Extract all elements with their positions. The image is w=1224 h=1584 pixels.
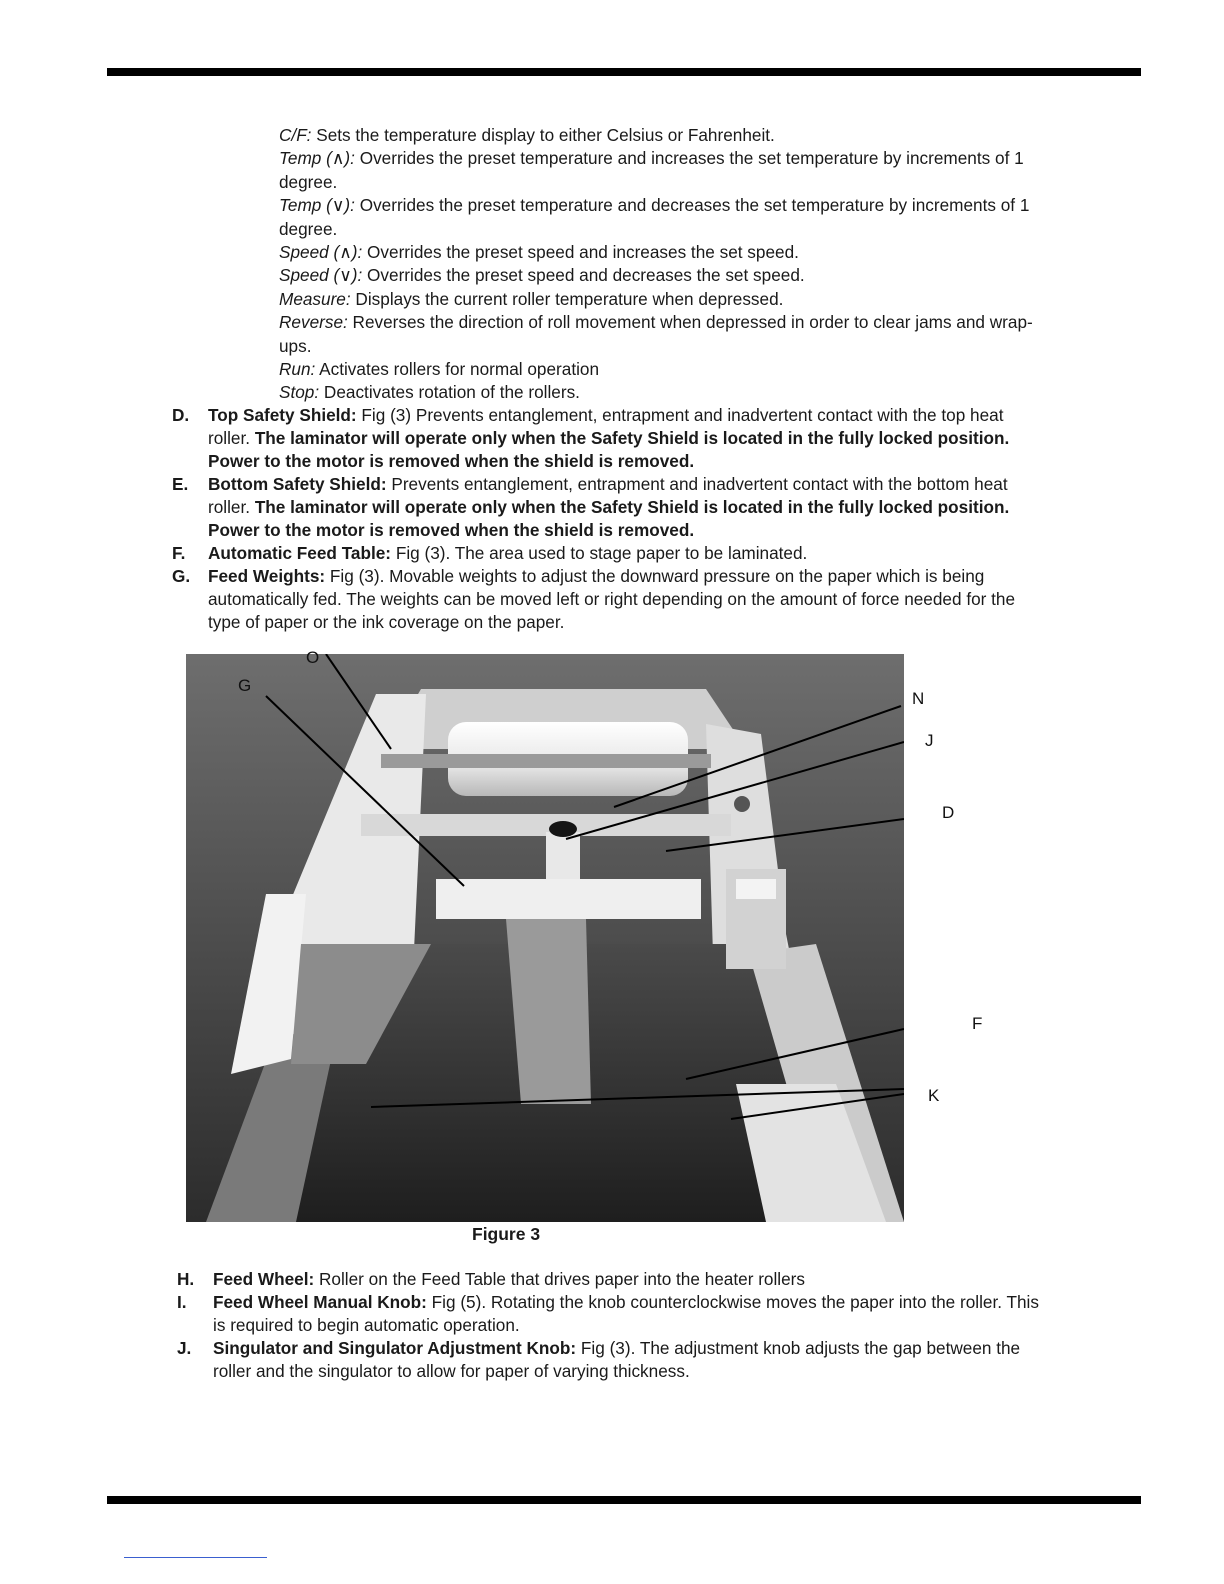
control-text: Overrides the preset temperature and decreases the set temperature by increments of 1 degree.	[279, 195, 1030, 239]
item-body	[208, 404, 1042, 473]
control-stop	[279, 381, 1059, 404]
control-text: Overrides the preset speed and increases the set speed.	[362, 242, 799, 263]
figure-label-n: N	[912, 689, 925, 708]
control-text: Overrides the preset speed and decreases the set speed.	[362, 265, 805, 286]
control-term: Measure:	[279, 288, 351, 309]
item-warning: The laminator will operate only when the Safety Shield is located in the fully locked position. Power to the motor is removed when the shield is removed.	[208, 497, 1010, 540]
item-label: Top Safety Shield:	[208, 405, 357, 425]
item-warning: The laminator will operate only when the Safety Shield is located in the fully locked position. Power to the motor is removed when the shield is removed.	[208, 428, 1010, 471]
list-item-d	[172, 404, 1042, 473]
control-text: Sets the temperature display to either Celsius or Fahrenheit.	[311, 125, 775, 145]
list-item-i	[177, 1291, 1047, 1337]
footer-link-underline[interactable]	[124, 1557, 267, 1558]
panel-display	[736, 879, 776, 899]
item-text: Fig (3). The area used to stage paper to be laminated.	[391, 543, 808, 563]
control-text: Overrides the preset temperature and increases the set temperature by increments of 1 degree.	[279, 148, 1024, 192]
top-rule	[107, 68, 1141, 76]
component-list-top	[172, 404, 1042, 634]
paper-guide	[506, 919, 591, 1104]
figure-label-o: O	[306, 648, 320, 667]
bottom-rule	[107, 1496, 1141, 1504]
list-item-j	[177, 1337, 1047, 1383]
control-term: Temp (∨):	[279, 195, 355, 216]
item-label: Feed Weights:	[208, 566, 326, 586]
control-text: Deactivates rotation of the rollers.	[319, 382, 580, 403]
panel-dial	[734, 796, 750, 812]
control-temp-up	[279, 147, 1059, 194]
item-body	[213, 1291, 1047, 1337]
item-text: Fig (3). Movable weights to adjust the downward pressure on the paper which is being automatically fed. The weights can be moved left or right depending on the amount of force needed for the type of paper or the ink coverage on the paper.	[208, 566, 1016, 632]
item-label: Feed Wheel Manual Knob:	[213, 1292, 427, 1312]
figure-label-f: F	[972, 1014, 983, 1033]
laminator-photo	[186, 654, 904, 1222]
item-letter: G.	[172, 566, 191, 586]
item-label: Automatic Feed Table:	[208, 543, 392, 563]
control-measure	[279, 288, 1059, 311]
item-text: Roller on the Feed Table that drives paper into the heater rollers	[314, 1269, 805, 1289]
item-label: Bottom Safety Shield:	[208, 474, 387, 494]
item-body	[208, 473, 1042, 542]
item-text: Fig (5). Rotating the knob counterclockwise moves the paper into the roller. This is required to begin automatic operation.	[213, 1292, 1039, 1335]
control-term: Speed (∨):	[279, 265, 363, 286]
figure-label-k: K	[928, 1086, 940, 1105]
control-term: Speed (∧):	[279, 242, 363, 263]
item-letter: H.	[177, 1269, 195, 1289]
control-speed-down	[279, 264, 1059, 287]
singulator-knob	[549, 821, 577, 837]
item-letter: F.	[172, 543, 186, 563]
figure-label-d: D	[942, 803, 955, 822]
list-item-f	[172, 542, 1042, 565]
item-label: Singulator and Singulator Adjustment Knob:	[213, 1338, 577, 1358]
figure-label-g: G	[238, 676, 252, 695]
item-letter: J.	[177, 1338, 192, 1358]
item-body	[208, 565, 1042, 634]
item-letter: I.	[177, 1292, 187, 1312]
control-speed-up	[279, 241, 1059, 264]
item-label: Feed Wheel:	[213, 1269, 315, 1289]
control-reverse	[279, 311, 1059, 358]
item-text: Fig (3) Prevents entanglement, entrapment and inadvertent contact with the top heat roller.	[208, 405, 1004, 448]
control-term: C/F:	[279, 125, 312, 145]
figure-label-j: J	[925, 731, 934, 750]
control-term: Run:	[279, 359, 316, 380]
control-term: Temp (∧):	[279, 148, 355, 169]
list-item-g	[172, 565, 1042, 634]
item-body	[213, 1337, 1047, 1383]
control-temp-down	[279, 194, 1059, 241]
control-term: Stop:	[279, 382, 320, 403]
component-list-bottom	[177, 1268, 1047, 1383]
control-run	[279, 358, 1059, 381]
list-item-e	[172, 473, 1042, 542]
item-letter: E.	[172, 474, 189, 494]
list-item-h	[177, 1268, 1047, 1291]
item-body	[213, 1268, 1047, 1291]
control-cf	[279, 124, 1059, 147]
control-term: Reverse:	[279, 312, 348, 333]
item-text: Fig (3). The adjustment knob adjusts the gap between the roller and the singulator to allow for paper of varying thickness.	[213, 1338, 1021, 1381]
feed-weights	[436, 879, 701, 919]
figure-caption: Figure 3	[472, 1224, 541, 1244]
control-text: Displays the current roller temperature when depressed.	[350, 288, 784, 309]
item-text: Prevents entanglement, entrapment and inadvertent contact with the bottom heat roller.	[208, 474, 1008, 517]
control-text: Reverses the direction of roll movement when depressed in order to clear jams and wrap-ups.	[279, 312, 1033, 356]
item-body	[208, 542, 1042, 565]
roller-shaft	[381, 754, 711, 768]
control-text: Activates rollers for normal operation	[315, 359, 600, 380]
control-descriptions	[279, 124, 1059, 405]
item-letter: D.	[172, 405, 190, 425]
